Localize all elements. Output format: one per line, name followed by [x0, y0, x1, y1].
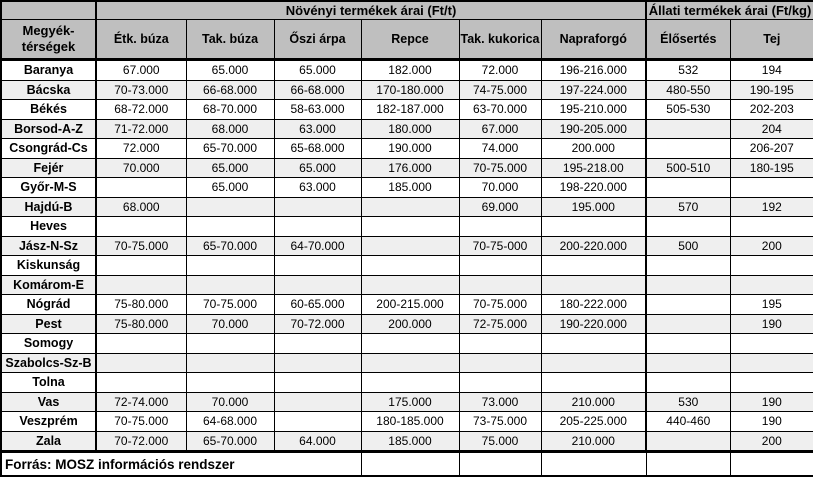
price-cell: 74-75.000 — [459, 80, 541, 100]
price-cell — [541, 334, 646, 354]
region-cell: Szabolcs-Sz-B — [1, 353, 96, 373]
price-cell: 195-210.000 — [541, 100, 646, 120]
price-cell: 68.000 — [186, 119, 274, 139]
price-cell: 440-460 — [646, 412, 730, 432]
price-cell — [646, 178, 730, 198]
price-cell — [541, 217, 646, 237]
price-cell: 60-65.000 — [274, 295, 361, 315]
price-cell — [459, 334, 541, 354]
price-cell: 170-180.000 — [361, 80, 459, 100]
column-header-7: Élősertés — [646, 20, 730, 60]
region-cell: Fejér — [1, 158, 96, 178]
price-cell: 63-70.000 — [459, 100, 541, 120]
price-cell — [274, 256, 361, 276]
price-cell — [730, 353, 813, 373]
price-cell — [730, 256, 813, 276]
price-cell — [96, 275, 186, 295]
price-cell: 70-75.000 — [459, 295, 541, 315]
price-cell — [96, 353, 186, 373]
price-cell: 72-75.000 — [459, 314, 541, 334]
price-cell — [646, 119, 730, 139]
price-cell — [361, 197, 459, 217]
price-cell — [646, 373, 730, 393]
price-cell: 200.000 — [541, 139, 646, 159]
price-cell: 500 — [646, 236, 730, 256]
price-cell: 64-68.000 — [186, 412, 274, 432]
table-row — [1, 314, 813, 334]
price-cell — [186, 217, 274, 237]
footer-empty-cell — [459, 452, 541, 477]
price-cell: 182.000 — [361, 60, 459, 81]
price-cell: 65.000 — [186, 158, 274, 178]
column-header-6: Napraforgó — [541, 20, 646, 60]
price-cell — [186, 275, 274, 295]
price-cell: 65-70.000 — [186, 139, 274, 159]
price-cell: 530 — [646, 392, 730, 412]
region-cell: Pest — [1, 314, 96, 334]
price-cell: 67.000 — [96, 60, 186, 81]
price-cell — [730, 373, 813, 393]
table-row — [1, 236, 813, 256]
column-header-5: Tak. kukorica — [459, 20, 541, 60]
footer-empty-cell — [646, 452, 730, 477]
price-cell — [274, 353, 361, 373]
price-cell — [541, 373, 646, 393]
price-cell: 65-70.000 — [186, 431, 274, 452]
region-cell: Győr-M-S — [1, 178, 96, 198]
price-cell — [646, 314, 730, 334]
price-cell: 500-510 — [646, 158, 730, 178]
price-cell: 197-224.000 — [541, 80, 646, 100]
price-cell — [459, 217, 541, 237]
price-cell: 480-550 — [646, 80, 730, 100]
price-cell: 64-70.000 — [274, 236, 361, 256]
price-cell — [730, 334, 813, 354]
price-cell — [459, 275, 541, 295]
price-cell — [361, 217, 459, 237]
source-row — [1, 452, 813, 477]
price-cell: 195-218.00 — [541, 158, 646, 178]
price-cell — [274, 392, 361, 412]
price-cell: 190-205.000 — [541, 119, 646, 139]
price-cell: 200 — [730, 431, 813, 452]
price-cell: 198-220.000 — [541, 178, 646, 198]
price-cell: 65-70.000 — [186, 236, 274, 256]
price-cell: 190-195 — [730, 80, 813, 100]
price-cell: 180-185.000 — [361, 412, 459, 432]
price-cell: 65.000 — [274, 60, 361, 81]
price-cell — [361, 373, 459, 393]
price-cell: 71-72.000 — [96, 119, 186, 139]
price-cell — [274, 197, 361, 217]
region-cell: Jász-N-Sz — [1, 236, 96, 256]
price-cell — [96, 334, 186, 354]
price-cell: 70-75.000 — [96, 236, 186, 256]
region-cell: Bácska — [1, 80, 96, 100]
price-cell: 68-70.000 — [186, 100, 274, 120]
price-cell: 68-72.000 — [96, 100, 186, 120]
price-cell — [646, 275, 730, 295]
region-cell: Vas — [1, 392, 96, 412]
region-cell: Csongrád-Cs — [1, 139, 96, 159]
price-cell: 532 — [646, 60, 730, 81]
table-row — [1, 334, 813, 354]
table-row — [1, 197, 813, 217]
region-cell: Hajdú-B — [1, 197, 96, 217]
price-cell: 176.000 — [361, 158, 459, 178]
region-cell: Békés — [1, 100, 96, 120]
price-cell: 210.000 — [541, 392, 646, 412]
column-header-row — [1, 20, 813, 60]
price-cell: 74.000 — [459, 139, 541, 159]
price-cell: 192 — [730, 197, 813, 217]
table-row — [1, 60, 813, 81]
source-label: Forrás: MOSZ információs rendszer — [1, 452, 361, 477]
price-cell: 65.000 — [186, 178, 274, 198]
price-cell — [186, 256, 274, 276]
price-cell: 190 — [730, 314, 813, 334]
price-cell: 75-80.000 — [96, 314, 186, 334]
price-cell: 70-75.000 — [96, 412, 186, 432]
price-cell: 68.000 — [96, 197, 186, 217]
price-cell: 70.000 — [186, 392, 274, 412]
region-cell: Komárom-E — [1, 275, 96, 295]
table-row — [1, 431, 813, 452]
table-row — [1, 392, 813, 412]
table-row — [1, 119, 813, 139]
price-cell: 75-80.000 — [96, 295, 186, 315]
table-row — [1, 139, 813, 159]
price-cell: 65.000 — [186, 60, 274, 81]
price-cell: 202-203 — [730, 100, 813, 120]
price-cell: 190 — [730, 412, 813, 432]
price-cell — [459, 256, 541, 276]
price-cell: 66-68.000 — [274, 80, 361, 100]
price-cell: 75.000 — [459, 431, 541, 452]
price-cell — [96, 256, 186, 276]
price-cell: 182-187.000 — [361, 100, 459, 120]
price-cell: 194 — [730, 60, 813, 81]
table-row — [1, 178, 813, 198]
price-cell — [459, 353, 541, 373]
price-cell: 72.000 — [96, 139, 186, 159]
price-cell: 69.000 — [459, 197, 541, 217]
price-cell: 70-75-000 — [459, 236, 541, 256]
price-cell: 72.000 — [459, 60, 541, 81]
table-row — [1, 217, 813, 237]
price-cell: 190 — [730, 392, 813, 412]
price-cell: 70-72.000 — [274, 314, 361, 334]
price-cell: 63.000 — [274, 178, 361, 198]
price-cell — [96, 178, 186, 198]
region-cell: Borsod-A-Z — [1, 119, 96, 139]
column-header-8: Tej — [730, 20, 813, 60]
price-cell: 205-225.000 — [541, 412, 646, 432]
table-row — [1, 412, 813, 432]
price-cell — [646, 431, 730, 452]
table-row — [1, 373, 813, 393]
region-cell: Somogy — [1, 334, 96, 354]
price-cell: 70-73.000 — [96, 80, 186, 100]
price-cell: 64.000 — [274, 431, 361, 452]
price-cell: 73-75.000 — [459, 412, 541, 432]
price-cell: 70-75.000 — [186, 295, 274, 315]
table-row — [1, 353, 813, 373]
price-cell: 65.000 — [274, 158, 361, 178]
column-header-3: Őszi árpa — [274, 20, 361, 60]
column-header-4: Repce — [361, 20, 459, 60]
price-cell: 200.000 — [361, 314, 459, 334]
table-row — [1, 158, 813, 178]
price-cell: 185.000 — [361, 178, 459, 198]
price-cell — [646, 139, 730, 159]
region-cell: Zala — [1, 431, 96, 452]
price-cell: 206-207 — [730, 139, 813, 159]
price-cell: 180-195 — [730, 158, 813, 178]
price-cell: 180.000 — [361, 119, 459, 139]
price-cell: 195 — [730, 295, 813, 315]
price-cell: 72-74.000 — [96, 392, 186, 412]
price-cell — [186, 353, 274, 373]
price-cell: 195.000 — [541, 197, 646, 217]
table-row — [1, 80, 813, 100]
price-cell — [646, 217, 730, 237]
price-cell: 70.000 — [96, 158, 186, 178]
price-cell: 73.000 — [459, 392, 541, 412]
price-cell — [646, 295, 730, 315]
price-cell: 200-220.000 — [541, 236, 646, 256]
price-cell — [361, 275, 459, 295]
price-cell: 63.000 — [274, 119, 361, 139]
footer-empty-cell — [361, 452, 459, 477]
region-cell: Kiskunság — [1, 256, 96, 276]
table-row — [1, 275, 813, 295]
price-cell — [274, 217, 361, 237]
price-cell — [459, 373, 541, 393]
price-cell — [274, 373, 361, 393]
price-cell: 65-68.000 — [274, 139, 361, 159]
region-cell: Heves — [1, 217, 96, 237]
price-cell — [361, 334, 459, 354]
price-cell — [646, 334, 730, 354]
price-cell — [361, 236, 459, 256]
table-row — [1, 256, 813, 276]
price-cell: 185.000 — [361, 431, 459, 452]
price-cell: 196-216.000 — [541, 60, 646, 81]
region-cell: Veszprém — [1, 412, 96, 432]
price-cell: 204 — [730, 119, 813, 139]
price-cell: 505-530 — [646, 100, 730, 120]
price-cell: 58-63.000 — [274, 100, 361, 120]
price-cell — [730, 178, 813, 198]
column-header-1: Étk. búza — [96, 20, 186, 60]
price-cell: 190.000 — [361, 139, 459, 159]
price-cell: 180-222.000 — [541, 295, 646, 315]
group-header-row — [1, 1, 813, 20]
price-cell — [96, 217, 186, 237]
price-cell — [541, 275, 646, 295]
price-cell — [274, 275, 361, 295]
region-cell: Tolna — [1, 373, 96, 393]
footer-empty-cell — [541, 452, 646, 477]
footer-empty-cell — [730, 452, 813, 477]
price-cell — [186, 197, 274, 217]
price-cell — [646, 353, 730, 373]
table-row — [1, 100, 813, 120]
corner-label: Megyék-térségek — [1, 20, 96, 60]
price-cell — [361, 256, 459, 276]
price-cell: 70.000 — [459, 178, 541, 198]
price-cell — [186, 334, 274, 354]
region-cell: Baranya — [1, 60, 96, 81]
price-cell — [361, 353, 459, 373]
region-cell: Nógrád — [1, 295, 96, 315]
price-cell — [730, 275, 813, 295]
group-header-plant-products: Növényi termékek árai (Ft/t) — [96, 1, 646, 20]
price-cell: 570 — [646, 197, 730, 217]
price-cell — [96, 373, 186, 393]
price-cell — [274, 334, 361, 354]
price-cell — [541, 353, 646, 373]
column-header-2: Tak. búza — [186, 20, 274, 60]
price-cell: 200-215.000 — [361, 295, 459, 315]
price-cell: 200 — [730, 236, 813, 256]
group-header-animal-products: Állati termékek árai (Ft/kg) — [646, 1, 813, 20]
price-cell: 67.000 — [459, 119, 541, 139]
price-cell — [541, 256, 646, 276]
price-cell — [274, 412, 361, 432]
price-cell: 70-75.000 — [459, 158, 541, 178]
price-cell — [646, 256, 730, 276]
price-cell — [730, 217, 813, 237]
price-cell: 66-68.000 — [186, 80, 274, 100]
corner-empty-cell — [1, 1, 96, 20]
price-cell: 70-72.000 — [96, 431, 186, 452]
price-cell — [186, 373, 274, 393]
price-cell: 190-220.000 — [541, 314, 646, 334]
price-cell: 210.000 — [541, 431, 646, 452]
price-cell: 175.000 — [361, 392, 459, 412]
price-cell: 70.000 — [186, 314, 274, 334]
table-row — [1, 295, 813, 315]
